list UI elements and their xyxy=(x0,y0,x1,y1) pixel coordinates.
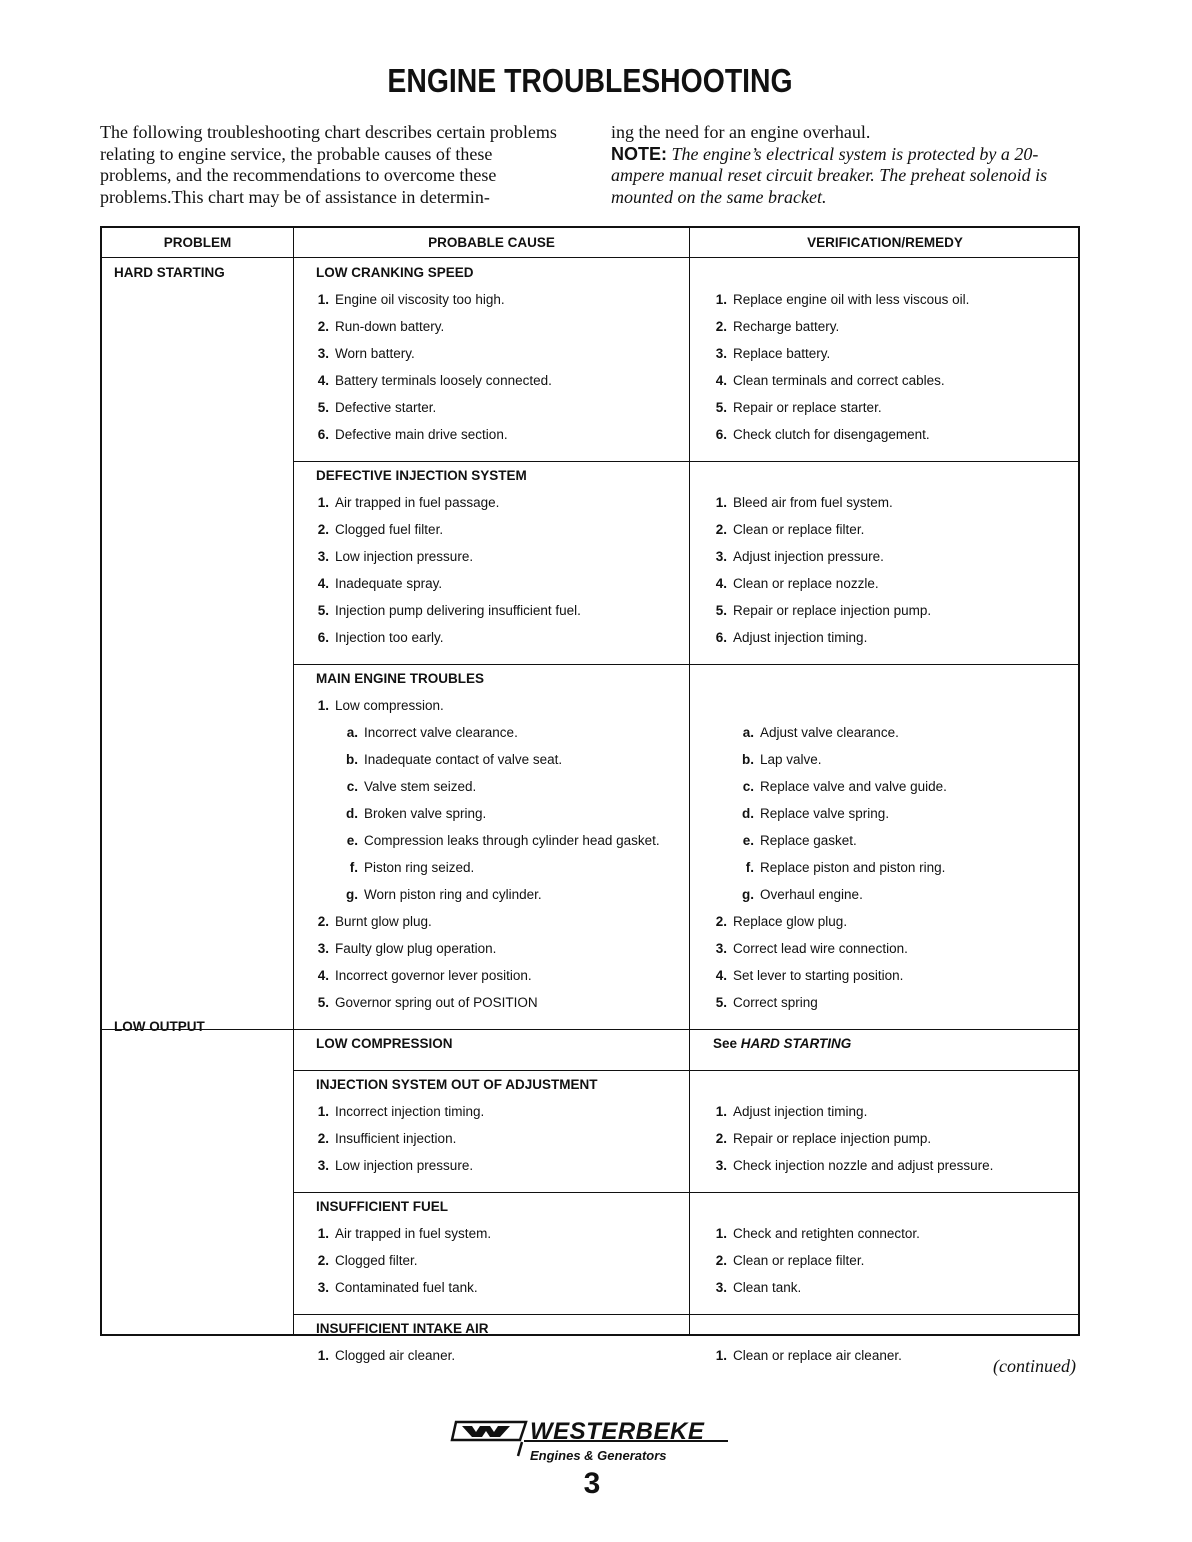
remedy-item xyxy=(714,576,879,591)
remedy-item xyxy=(714,373,945,388)
section-rule xyxy=(294,1314,1078,1315)
remedy-item-text: Clean or replace filter. xyxy=(733,522,865,537)
remedy-item-text: Adjust injection timing. xyxy=(733,630,868,645)
header-problem: PROBLEM xyxy=(163,235,232,250)
remedy-item-number: a. xyxy=(742,725,754,740)
cause-item-number: g. xyxy=(346,887,358,902)
remedy-item-text: Repair or replace injection pump. xyxy=(733,1131,932,1146)
cause-item xyxy=(316,1348,455,1363)
cause-item-number: 4. xyxy=(317,373,329,388)
remedy-item-text: Correct spring xyxy=(733,995,818,1010)
cause-item xyxy=(346,833,660,848)
remedy-item-number: 3. xyxy=(715,346,727,361)
header-rule xyxy=(102,257,1078,258)
cause-item-number: 6. xyxy=(317,630,329,645)
section-title: INJECTION SYSTEM OUT OF ADJUSTMENT xyxy=(316,1077,598,1092)
remedy-item-number: 5. xyxy=(715,400,727,415)
note-label: NOTE: xyxy=(611,143,667,164)
remedy-item-text: Clean or replace air cleaner. xyxy=(733,1348,902,1363)
see-prefix: See xyxy=(713,1036,741,1051)
remedy-item-text: Recharge battery. xyxy=(733,319,840,334)
remedy-item-number: 4. xyxy=(715,576,727,591)
remedy-item-text: Replace engine oil with less viscous oil. xyxy=(733,292,970,307)
page-title: ENGINE TROUBLESHOOTING xyxy=(387,62,793,99)
remedy-item-number: 2. xyxy=(715,1253,727,1268)
cause-item-number: 2. xyxy=(317,1131,329,1146)
cause-item xyxy=(316,292,505,307)
intro-continuation: ing the need for an engine overhaul. xyxy=(611,122,871,142)
cause-item-text: Piston ring seized. xyxy=(364,860,475,875)
remedy-item-text: Set lever to starting position. xyxy=(733,968,904,983)
cause-item xyxy=(346,806,486,821)
remedy-item-number: 4. xyxy=(715,968,727,983)
cause-item-text: Injection too early. xyxy=(335,630,444,645)
remedy-item-text: Replace gasket. xyxy=(760,833,857,848)
remedy-item-number: 2. xyxy=(715,1131,727,1146)
cause-item xyxy=(316,427,508,442)
remedy-item-number: 6. xyxy=(715,427,727,442)
remedy-item-text: Replace valve and valve guide. xyxy=(760,779,947,794)
cause-item-text: Engine oil viscosity too high. xyxy=(335,292,505,307)
header-probable-cause: PROBABLE CAUSE xyxy=(428,235,555,250)
remedy-item-number: 6. xyxy=(715,630,727,645)
remedy-item xyxy=(714,400,882,415)
cause-item-number: a. xyxy=(346,725,358,740)
cause-item-text: Low compression. xyxy=(335,698,444,713)
section-rule xyxy=(294,461,1078,462)
remedy-item-number: g. xyxy=(742,887,754,902)
cause-item-text: Worn battery. xyxy=(335,346,415,361)
cause-item-text: Low injection pressure. xyxy=(335,1158,474,1173)
remedy-item-text: Check and retighten connector. xyxy=(733,1226,920,1241)
section-title: LOW CRANKING SPEED xyxy=(316,265,474,280)
cause-item-number: 5. xyxy=(317,995,329,1010)
continued-note: (continued) xyxy=(993,1356,1076,1376)
cause-item-number: 1. xyxy=(317,1104,329,1119)
cause-item-text: Incorrect governor lever position. xyxy=(335,968,532,983)
cause-item-number: c. xyxy=(346,779,358,794)
remedy-item xyxy=(714,968,903,983)
cause-item-number: b. xyxy=(346,752,358,767)
cause-item-number: 1. xyxy=(317,698,329,713)
remedy-item xyxy=(742,779,947,794)
page-number: 3 xyxy=(583,1467,601,1500)
column-divider-2 xyxy=(689,228,690,1334)
cause-item-number: 1. xyxy=(317,495,329,510)
remedy-item-number: 1. xyxy=(715,495,727,510)
cause-item xyxy=(316,698,444,713)
problem-hard-starting: HARD STARTING xyxy=(114,265,225,280)
cause-item xyxy=(316,1253,418,1268)
remedy-item xyxy=(714,495,893,510)
cause-item-text: Faulty glow plug operation. xyxy=(335,941,497,956)
cause-item-text: Air trapped in fuel passage. xyxy=(335,495,500,510)
remedy-item-number: e. xyxy=(742,833,754,848)
cause-item xyxy=(316,603,581,618)
cause-item-number: f. xyxy=(349,860,358,875)
cause-item-text: Defective main drive section. xyxy=(335,427,508,442)
cause-item xyxy=(316,1226,491,1241)
cause-item xyxy=(346,860,474,875)
cause-item xyxy=(316,941,496,956)
cause-item-text: Valve stem seized. xyxy=(364,779,477,794)
cause-item-number: 3. xyxy=(317,346,329,361)
remedy-item xyxy=(714,630,867,645)
section-rule xyxy=(294,1070,1078,1071)
intro-right-column xyxy=(611,122,1091,208)
remedy-item-number: 4. xyxy=(715,373,727,388)
remedy-item-number: 1. xyxy=(715,1226,727,1241)
remedy-item xyxy=(742,860,945,875)
cause-item-text: Broken valve spring. xyxy=(364,806,487,821)
section-remedy-reference xyxy=(713,1036,851,1051)
cause-item-number: e. xyxy=(346,833,358,848)
cause-item-text: Contaminated fuel tank. xyxy=(335,1280,478,1295)
cause-item xyxy=(346,779,476,794)
remedy-item-text: Adjust injection pressure. xyxy=(733,549,884,564)
remedy-item xyxy=(714,427,930,442)
section-title: LOW COMPRESSION xyxy=(316,1036,453,1051)
cause-item-number: 3. xyxy=(317,1280,329,1295)
cause-item xyxy=(346,725,518,740)
cause-item xyxy=(316,495,499,510)
column-divider-1 xyxy=(293,228,294,1334)
remedy-item xyxy=(714,522,864,537)
remedy-item-number: 1. xyxy=(715,1104,727,1119)
cause-item xyxy=(316,630,444,645)
remedy-item xyxy=(714,346,830,361)
cause-item xyxy=(316,400,436,415)
remedy-item-text: Adjust injection timing. xyxy=(733,1104,868,1119)
intro-left-column: The following troubleshooting chart describes certain problems relating to engine service, the probable causes of these problems, and the recommendations to overcome these problems.This chart may be of assistance in determin- xyxy=(100,122,557,207)
cause-item-number: 3. xyxy=(317,1158,329,1173)
remedy-item xyxy=(714,941,908,956)
remedy-item-text: Adjust valve clearance. xyxy=(760,725,899,740)
cause-item-text: Inadequate spray. xyxy=(335,576,443,591)
section-rule xyxy=(294,1192,1078,1193)
remedy-item-number: 2. xyxy=(715,522,727,537)
cause-item-number: 4. xyxy=(317,968,329,983)
cause-item-text: Clogged filter. xyxy=(335,1253,418,1268)
remedy-item xyxy=(714,1131,931,1146)
cause-item-number: 5. xyxy=(317,603,329,618)
remedy-item xyxy=(714,292,969,307)
cause-item-text: Injection pump delivering insufficient fuel. xyxy=(335,603,581,618)
remedy-item-text: Check clutch for disengagement. xyxy=(733,427,930,442)
cause-item xyxy=(316,319,444,334)
remedy-item-text: Clean or replace filter. xyxy=(733,1253,865,1268)
cause-item-number: 2. xyxy=(317,914,329,929)
remedy-item-text: Replace glow plug. xyxy=(733,914,848,929)
remedy-item-number: b. xyxy=(742,752,754,767)
cause-item xyxy=(316,914,432,929)
remedy-item-number: 3. xyxy=(715,1158,727,1173)
remedy-item xyxy=(742,752,822,767)
remedy-item-number: 5. xyxy=(715,995,727,1010)
remedy-item xyxy=(714,1158,993,1173)
remedy-item-number: c. xyxy=(742,779,754,794)
remedy-item-number: 2. xyxy=(715,914,727,929)
cause-item-number: 1. xyxy=(317,292,329,307)
section-title: DEFECTIVE INJECTION SYSTEM xyxy=(316,468,527,483)
cause-item-number: 4. xyxy=(317,576,329,591)
cause-item-text: Incorrect valve clearance. xyxy=(364,725,518,740)
cause-item xyxy=(346,887,542,902)
cause-item-text: Compression leaks through cylinder head gasket. xyxy=(364,833,660,848)
cause-item-number: 6. xyxy=(317,427,329,442)
remedy-item xyxy=(714,995,818,1010)
cause-item xyxy=(316,1280,478,1295)
cause-item-number: 3. xyxy=(317,941,329,956)
remedy-item xyxy=(714,1253,864,1268)
remedy-item-text: Lap valve. xyxy=(760,752,822,767)
cause-item xyxy=(316,522,443,537)
remedy-item-number: 5. xyxy=(715,603,727,618)
cause-item xyxy=(316,576,442,591)
remedy-item-text: Check injection nozzle and adjust pressure. xyxy=(733,1158,994,1173)
remedy-item xyxy=(742,725,899,740)
cause-item-text: Incorrect injection timing. xyxy=(335,1104,485,1119)
cause-item xyxy=(316,1104,484,1119)
section-title: INSUFFICIENT INTAKE AIR xyxy=(316,1321,489,1336)
cause-item-text: Clogged air cleaner. xyxy=(335,1348,456,1363)
cause-item-text: Low injection pressure. xyxy=(335,549,474,564)
cause-item-number: 2. xyxy=(317,522,329,537)
remedy-item xyxy=(742,806,889,821)
cause-item-text: Clogged fuel filter. xyxy=(335,522,444,537)
cause-item-text: Air trapped in fuel system. xyxy=(335,1226,492,1241)
remedy-item-text: Replace battery. xyxy=(733,346,831,361)
remedy-item xyxy=(742,887,863,902)
remedy-item-number: 1. xyxy=(715,292,727,307)
cause-item-text: Run-down battery. xyxy=(335,319,445,334)
section-title: MAIN ENGINE TROUBLES xyxy=(316,671,485,686)
cause-item xyxy=(316,549,473,564)
cause-item-text: Burnt glow plug. xyxy=(335,914,432,929)
remedy-item-text: Bleed air from fuel system. xyxy=(733,495,893,510)
remedy-item xyxy=(742,833,857,848)
cause-item-number: 3. xyxy=(317,549,329,564)
cause-item-number: 2. xyxy=(317,319,329,334)
remedy-item-text: Correct lead wire connection. xyxy=(733,941,908,956)
remedy-item-text: Clean tank. xyxy=(733,1280,802,1295)
cause-item-text: Insufficient injection. xyxy=(335,1131,457,1146)
cause-item-number: 5. xyxy=(317,400,329,415)
remedy-item-text: Replace piston and piston ring. xyxy=(760,860,946,875)
cause-item-text: Governor spring out of POSITION xyxy=(335,995,538,1010)
remedy-item-text: Clean terminals and correct cables. xyxy=(733,373,945,388)
remedy-item xyxy=(714,549,884,564)
cause-item-text: Battery terminals loosely connected. xyxy=(335,373,552,388)
cause-item-text: Defective starter. xyxy=(335,400,437,415)
brand-name: WESTERBEKE xyxy=(530,1418,705,1445)
section-rule xyxy=(294,664,1078,665)
cause-item xyxy=(316,968,532,983)
remedy-item xyxy=(714,603,931,618)
brand-tagline: Engines & Generators xyxy=(530,1448,667,1463)
cause-item-text: Inadequate contact of valve seat. xyxy=(364,752,563,767)
remedy-item-text: Overhaul engine. xyxy=(760,887,863,902)
remedy-item xyxy=(714,1280,801,1295)
troubleshooting-table xyxy=(100,226,1080,1363)
remedy-item-number: 1. xyxy=(715,1348,727,1363)
remedy-item-text: Repair or replace starter. xyxy=(733,400,882,415)
remedy-item xyxy=(714,914,847,929)
remedy-item-number: 3. xyxy=(715,549,727,564)
remedy-item xyxy=(714,1226,920,1241)
cause-item xyxy=(316,1131,456,1146)
remedy-item-number: 2. xyxy=(715,319,727,334)
remedy-item-number: 3. xyxy=(715,941,727,956)
remedy-item xyxy=(714,1104,867,1119)
cause-item xyxy=(316,346,415,361)
problem-low-output: LOW OUTPUT xyxy=(114,1019,205,1034)
cause-item-number: 1. xyxy=(317,1226,329,1241)
remedy-item xyxy=(714,1348,902,1363)
section-title: INSUFFICIENT FUEL xyxy=(316,1199,448,1214)
see-reference: HARD STARTING xyxy=(740,1036,852,1051)
cause-item-text: Worn piston ring and cylinder. xyxy=(364,887,542,902)
cause-item-number: d. xyxy=(346,806,358,821)
note-text: The engine’s electrical system is protected by a 20-ampere manual reset circuit breaker. The preheat solenoid is mounted on the same bracket. xyxy=(611,143,1048,207)
cause-item xyxy=(316,373,552,388)
remedy-item-text: Repair or replace injection pump. xyxy=(733,603,932,618)
header-verification-remedy: VERIFICATION/REMEDY xyxy=(807,235,963,250)
remedy-item-number: f. xyxy=(745,860,754,875)
cause-item xyxy=(316,995,538,1010)
cause-item-number: 2. xyxy=(317,1253,329,1268)
section-rule xyxy=(102,1029,1078,1030)
cause-item xyxy=(316,1158,473,1173)
remedy-item xyxy=(714,319,839,334)
cause-item xyxy=(346,752,562,767)
remedy-item-text: Replace valve spring. xyxy=(760,806,890,821)
remedy-item-number: d. xyxy=(742,806,754,821)
cause-item-number: 1. xyxy=(317,1348,329,1363)
remedy-item-text: Clean or replace nozzle. xyxy=(733,576,879,591)
remedy-item-number: 3. xyxy=(715,1280,727,1295)
